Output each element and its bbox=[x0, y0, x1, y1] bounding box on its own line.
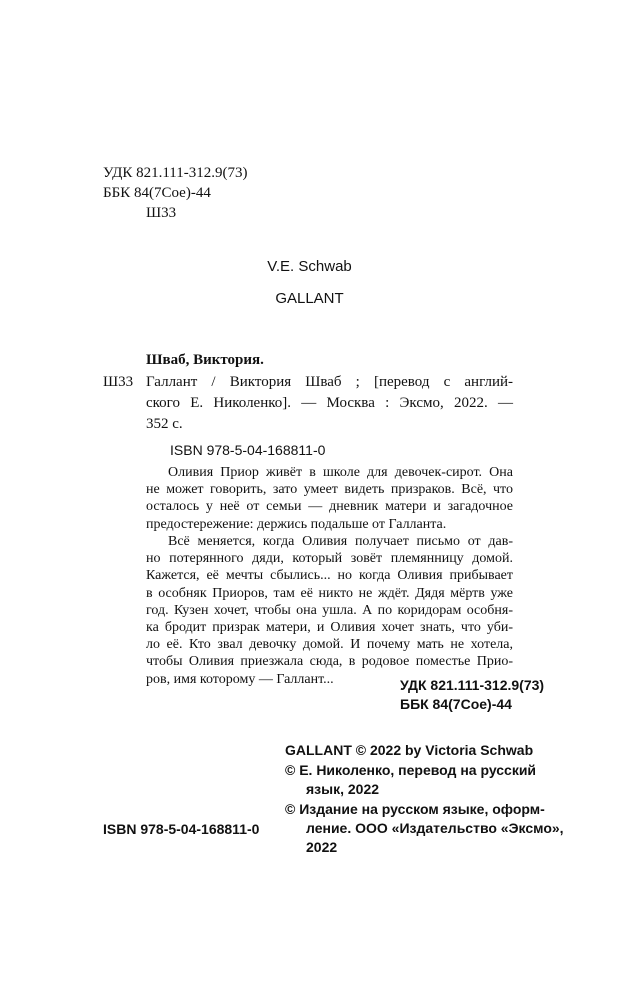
annotation-line: Оливия Приор живёт в школе для девочек-сирот. Она bbox=[168, 465, 513, 480]
header-udk: УДК 821.111-312.9(73) bbox=[103, 165, 248, 181]
record-line-1: Галлант / Виктория Шваб ; [перевод с англий- bbox=[146, 374, 513, 390]
annotation-paragraph-1 bbox=[146, 464, 513, 533]
copyright-translation-2: язык, 2022 bbox=[306, 781, 380, 797]
annotation-paragraph-2 bbox=[146, 533, 513, 688]
record-line-2: ского Е. Николенко]. — Москва : Эксмо, 2022. — bbox=[146, 395, 513, 411]
original-title: GALLANT bbox=[275, 290, 344, 307]
annotation-line: но потерянного дяди, который зовёт племянницу домой. bbox=[146, 551, 513, 567]
record-line-3: 352 с. bbox=[146, 416, 183, 432]
annotation-line: чтобы Оливия приезжала сюда, в родовое поместье Прио- bbox=[146, 654, 513, 670]
record-isbn: ISBN 978-5-04-168811-0 bbox=[170, 442, 326, 458]
annotation-line: ка бродит призрак матери, и Оливия хочет знать, что уби- bbox=[146, 620, 513, 636]
annotation-line: ров, имя которому — Галлант... bbox=[146, 671, 334, 687]
annotation-line: Кажется, её мечты сбылись... но когда Оливия прибывает bbox=[146, 568, 513, 584]
header-bbk: ББК 84(7Сое)-44 bbox=[103, 185, 211, 201]
copyright-translation-1: © Е. Николенко, перевод на русский bbox=[285, 762, 537, 778]
annotation-line: ло её. Кто звал девочку домой. И почему мать не хотела, bbox=[146, 637, 513, 653]
annotation-line: год. Кузен хочет, чтобы она ушла. А по коридорам особня- bbox=[146, 602, 513, 618]
record-heading: Шваб, Виктория. bbox=[146, 352, 264, 368]
classification-udk: УДК 821.111-312.9(73) bbox=[400, 677, 545, 693]
copyright-edition-1: © Издание на русском языке, оформ- bbox=[285, 801, 545, 817]
annotation-line: осталось у неё от семьи — дневник матери и загадочное bbox=[146, 499, 513, 515]
footer-isbn: ISBN 978-5-04-168811-0 bbox=[103, 821, 260, 837]
annotation-line: в особняк Приоров, там её никто не ждёт. Дядя мёртв уже bbox=[146, 585, 513, 601]
header-author-mark: Ш33 bbox=[146, 205, 177, 221]
annotation-line: Всё меняется, когда Оливия получает письмо от дав- bbox=[168, 534, 513, 549]
copyright-original: GALLANT © 2022 by Victoria Schwab bbox=[285, 742, 534, 758]
copyright-edition-3: 2022 bbox=[306, 839, 338, 855]
annotation-line: не может говорить, зато умеет видеть призраков. Всё, что bbox=[146, 482, 513, 498]
copyright-edition-2: ление. ООО «Издательство «Эксмо», bbox=[306, 820, 564, 836]
classification-bbk: ББК 84(7Сое)-44 bbox=[400, 696, 512, 712]
original-author: V.E. Schwab bbox=[267, 258, 352, 275]
record-mark: Ш33 bbox=[103, 374, 134, 390]
annotation-line: предостережение: держись подальше от Галланта. bbox=[146, 516, 447, 532]
